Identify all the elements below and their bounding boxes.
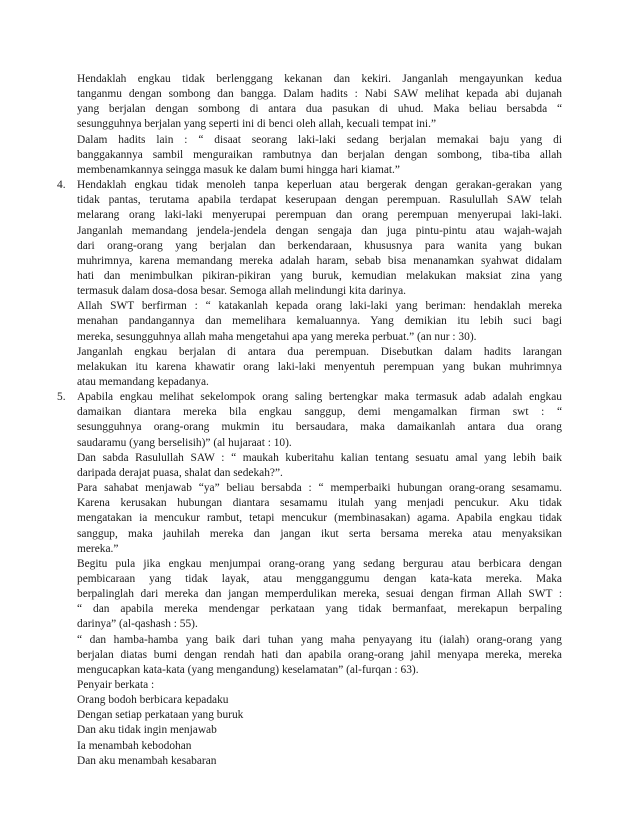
text-line: Penyair berkata :	[77, 679, 155, 691]
text-line: mereka.”	[77, 542, 119, 555]
text-line: Janganlah engkau berjalan di antara dua perempuan. Disebutkan dalam hadits larangan	[77, 345, 562, 358]
text-line: “ dan apabila mereka mendengar perkataan yang tidak bermanfaat, merekapun berpaling	[77, 603, 562, 616]
text-line: muhrimnya, karena memandang mereka adalah haram, sebab bisa menanamkan syahwat didalam	[77, 254, 562, 267]
text-line: Karena kerusakan hubungan diantara sesamamu itulah yang menjadi pencukur. Aku tidak	[77, 497, 562, 510]
text-line: Allah SWT berfirman : “ katakanlah kepada orang laki-laki yang beriman: hendaklah mereka	[77, 300, 562, 313]
text-line: banggakannya sambil menguraikan rambutnya dan berjalan dengan sombong, tiba-tiba allah	[77, 148, 562, 161]
text-line: melarang orang laki-laki menyerupai perempuan dan orang perempuan menyerupai laki-laki.	[77, 209, 562, 222]
text-line: sesungguhnya berjalan yang seperti ini di benci oleh allah, kecuali tempat ini.”	[77, 118, 437, 131]
text-line: sanggup, maka jauhilah mereka dan jangan ikut serta bersama mereka atau menyaksikan	[77, 527, 562, 540]
text-line: damaikan diantara mereka bila engkau sanggup, demi mengamalkan firman swt : “	[77, 406, 562, 419]
text-line: pembicaraan yang tidak layak, atau mengganggumu dengan kata-kata mereka. Maka	[77, 572, 562, 585]
text-line: membenamkannya seingga masuk ke dalam bumi hingga hari kiamat.”	[77, 163, 400, 176]
text-line: darinya” (al-qashash : 55).	[77, 618, 198, 631]
text-line: berpalinglah dari mereka dan jangan memperdulikan mereka, sesuai dengan firman Allah SWT :	[77, 588, 562, 601]
text-line: Dan sabda Rasulullah SAW : “ maukah kuberitahu kalian tentang sesuatu amal yang lebih baik	[77, 451, 562, 464]
text-line: tidak pantas, terutama apabila terdapat keserupaan dengan perempuan. Rasulullah SAW telah	[77, 194, 562, 207]
text-line: saudaramu (yang berselisih)” (al hujaraat : 10).	[77, 436, 292, 449]
text-line: Hendaklah engkau tidak menoleh tanpa keperluan atau bergerak dengan gerakan-gerakan yang	[77, 179, 562, 192]
text-line: daripada derajat puasa, shalat dan sedekah?”.	[77, 466, 283, 479]
text-line: yang berjalan dengan sombong di antara dua pasukan di uhud. Maka beliau bersabda “	[77, 103, 562, 116]
text-line: Dalam hadits lain : “ disaat seorang laki-laki sedang berjalan memakai baju yang di	[77, 133, 562, 146]
text-line: Orang bodoh berbicara kepadaku	[77, 694, 229, 707]
text-line: hati dan menimbulkan pikiran-pikiran yang buruk, kemudian melakukan maksiat zina yang	[77, 269, 562, 282]
text-line: Dan aku tidak ingin menjawab	[77, 724, 217, 737]
list-number: 4.	[57, 179, 66, 192]
text-line: sesungguhnya orang-orang mukmin itu bersaudara, maka damaikanlah antara dua orang	[77, 421, 562, 434]
text-line: “ dan hamba-hamba yang baik dari tuhan yang maha penyayang itu (ialah) orang-orang yang	[77, 633, 562, 646]
text-line: Begitu pula jika engkau menjumpai orang-orang yang sedang bergurau atau berbicara dengan	[77, 557, 562, 570]
text-line: atau memandang kepadanya.	[77, 376, 209, 388]
text-line: mengucapkan kata-kata (yang mengandung) keselamatan” (al-furqan : 63).	[77, 663, 419, 676]
text-line: dari orang-orang yang berjalan dan berkendaraan, khususnya para wanita yang bukan	[77, 239, 562, 252]
text-line: menahan pandangannya dan memelihara kemaluannya. Yang demikian itu lebih suci bagi	[77, 315, 562, 328]
text-line: Para sahabat menjawab “ya” beliau bersabda : “ memperbaiki hubungan orang-orang sesamamu.	[77, 482, 562, 495]
text-line: melakukan itu karena khawatir orang laki-laki menyentuh perempuan yang bukan muhrimnya	[77, 360, 562, 373]
text-line: termasuk dalam dosa-dosa besar. Semoga allah melindungi kita darinya.	[77, 285, 406, 298]
text-line: Dan aku menambah kesabaran	[77, 754, 217, 767]
text-line: Hendaklah engkau tidak berlenggang kekanan dan kekiri. Janganlah mengayunkan kedua	[77, 73, 562, 85]
text-line: Apabila engkau melihat sekelompok orang saling bertengkar maka termasuk adab adalah engkau	[77, 391, 562, 404]
list-number: 5.	[57, 391, 66, 404]
text-line: tanganmu dengan sombong dan bangga. Dalam hadits : Nabi SAW melihat kepada abi dujanah	[77, 88, 562, 101]
text-line: mereka, sesungguhnya allah maha mengetahui apa yang mereka perbuat.” (an nur : 30).	[77, 330, 477, 343]
text-line: mengatakan ia mencukur rambut, tetapi mencukur (membinasakan) agama. Apabila engkau tidak	[77, 512, 562, 525]
text-line: berjalan diatas bumi dengan rendah hati dan apabila orang-orang jahil menyapa mereka, mereka	[77, 648, 562, 661]
text-line: Dengan setiap perkataan yang buruk	[77, 709, 244, 722]
text-line: Janganlah memandang jendela-jendela dengan sengaja dan juga pintu-pintu atau wajah-wajah	[77, 224, 562, 237]
text-line: Ia menambah kebodohan	[77, 739, 192, 752]
